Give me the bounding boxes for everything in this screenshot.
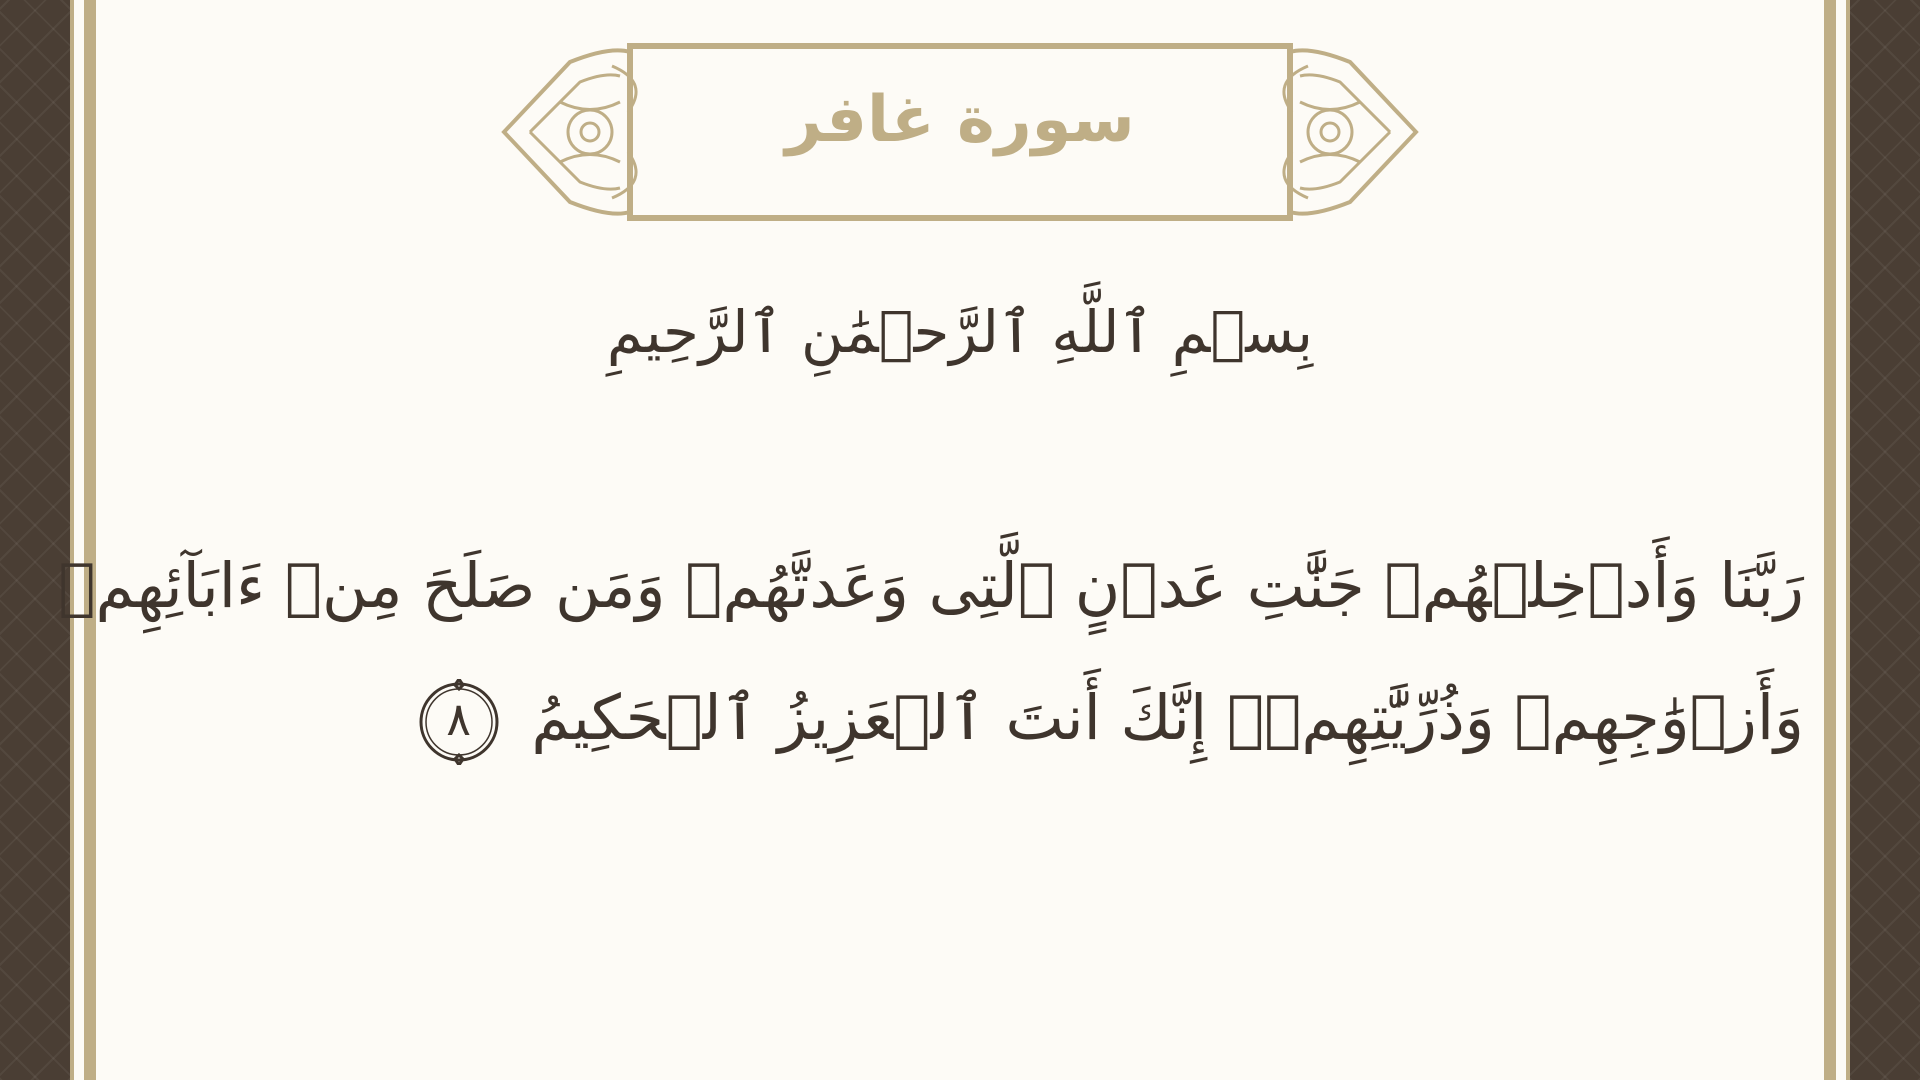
basmala: بِسۡمِ ٱللَّهِ ٱلرَّحۡمَٰنِ ٱلرَّحِيمِ bbox=[606, 298, 1314, 366]
verse-text bbox=[58, 520, 1804, 784]
verse-line-1: رَبَّنَا وَأَدۡخِلۡهُمۡ جَنَّٰتِ عَدۡنٍ ٱلَّتِى وَعَدتَّهُمۡ وَمَن صَلَحَ مِنۡ ءَابَآئِهِمۡ bbox=[58, 549, 1804, 622]
ayah-number: ٨ bbox=[446, 691, 471, 746]
right-ornament-border bbox=[1850, 0, 1920, 1080]
right-gold-line-outer bbox=[1846, 0, 1850, 1080]
verse-line-2-text: وَأَزۡوَٰجِهِمۡ وَذُرِّيَّٰتِهِمۡۚ إِنَّكَ أَنتَ ٱلۡعَزِيزُ ٱلۡحَكِيمُ bbox=[531, 681, 1804, 754]
verse-line-2 bbox=[300, 652, 1804, 784]
ayah-end-marker bbox=[416, 679, 502, 765]
surah-title: سورة غافر bbox=[785, 83, 1135, 157]
right-gold-line bbox=[1824, 0, 1836, 1080]
